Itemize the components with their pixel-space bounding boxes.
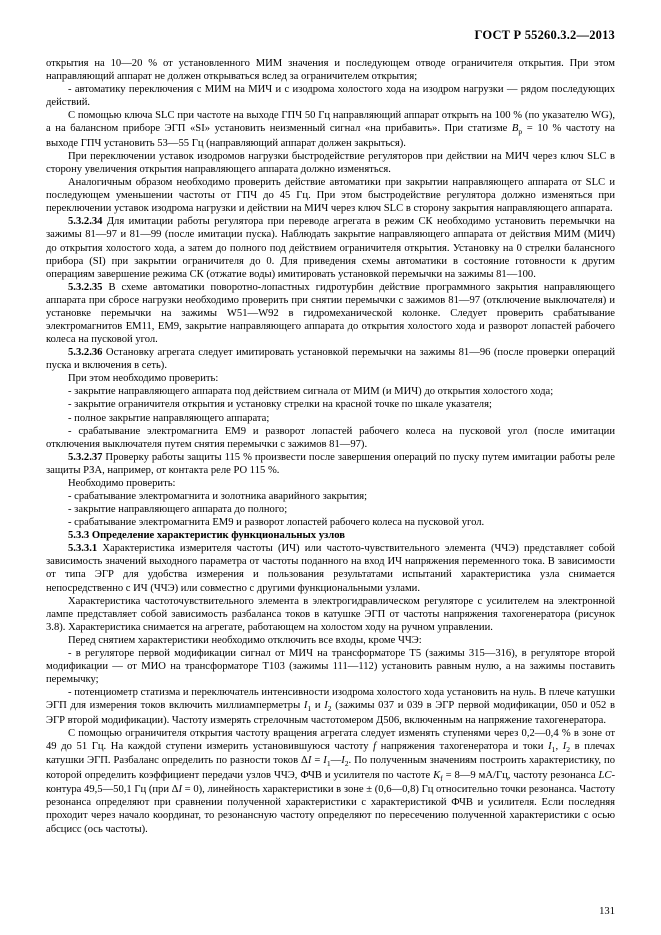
paragraph: С помощью ограничителя открытия частоту вращения агрегата следует изменять ступенями через 0,2—0,4 % в зоне от 49 до 51 Гц. На каждой ступени измерить установившуюся частоту f напряжения тахогенератора и токи $I_1$, $I_2$ в плечах катушки ЭГП. Разбаланс определить по разности токов $\Delta I = I_1—I_2$. По полученным значениям построить характеристику, по которой определить коэффициент передачи узлов ЧЧЭ, ФЧВ и усилителя по частоте $K_f$ = 8—9 мА/Гц, частоту резонанса LC-контура 49,5—50,1 Гц (при ΔI = 0), линейность характеристики в зоне ± (0,6—0,8) Гц относительно точки резонанса. Частоту резонанса определяют при сравнении полученной характеристики с характеристикой ФЧВ и усилителя. Если последняя проходит через начало координат, то резонансную частоту определяют по пересечению полученной характеристики с осью абсцисс (ось частоты). [46, 727, 616, 835]
paragraph: - полное закрытие направляющего аппарата; [68, 412, 270, 424]
paragraph: - закрытие направляющего аппарата под действием сигнала от МИМ (и МИЧ) до открытия холостого хода; [68, 386, 554, 398]
paragraph: - потенциометр статизма и переключатель интенсивности изодрома холостого хода установить на нуль. В плече катушки ЭГП для измерения токов включить миллиамперметры $I_1$ и $I_2$ (зажимы 037 и 039 в ЭГР первой модификации, 050 и 052 в ЭГР второй модификации). Частоту измерять стрелочным частотомером Д506, включенным на напряжение тахогенератора. [46, 687, 615, 726]
page-header: ГОСТ Р 55260.3.2—2013 [474, 28, 615, 42]
paragraph: - автоматику переключения с МИМ на МИЧ и с изодрома холостого хода на изодром нагрузки — рядом последующих действий. [46, 84, 615, 109]
clause-number: 5.3.2.37 [68, 451, 103, 463]
paragraph: - в регуляторе первой модификации сигнал от МИЧ на трансформаторе Т5 (зажимы 315—316), в регуляторе второй модификации — от МИО на трансформаторе Т103 (зажимы 111—112) установить равным нулю, а на зажимы поставить перемычку; [46, 647, 615, 686]
paragraph: - срабатывание электромагнита ЕМ9 и разворот лопастей рабочего колеса на пусковой угол. [68, 517, 485, 529]
paragraph: С помощью ключа SLC при частоте на выходе ГПЧ 50 Гц направляющий аппарат открыть на 100 % (по указателю WG), а на балансном приборе ЭГП «SI» установить неизменный сигнал «на прибавить». При статизме $В_р = 10$ % частоту на выходе ГПЧ установить 53—55 Гц (направляющий аппарат должен закрыться). [46, 110, 615, 149]
paragraph: - срабатывание электромагнита и золотника аварийного закрытия; [68, 490, 368, 502]
clause-paragraph: 5.3.2.34 Для имитации работы регулятора при переводе агрегата в режим СК необходимо установить перемычки на зажимы 81—97 и 81—99 (после имитации пуска). Наблюдать закрытие направляющего аппарата от действия МИМ (МИЧ) до открытия холостого хода, а затем до полного под действием ограничителя открытия. Установку на 0 стрелки балансного прибора (SI) при закрытии ограничителя до 0. Для приведения схемы автоматики в состояние готовности к другим операциям завершение режима СК (отжатие воды) имитировать установкой перемычки на зажимы 81—100. [46, 216, 615, 280]
document-body [46, 57, 615, 836]
paragraph: Характеристика частоточувствительного элемента в электрогидравлическом регуляторе с усилителем на электронной лампе представляет собой зависимость разбаланса токов в катушке ЭГП от частоты напряжения тахогенератора (рисунок 3.8). Характеристика снимается на агрегате, работающем на холостом ходу на ручном управлении. [46, 595, 615, 633]
clause-number: 5.3.2.36 [68, 347, 103, 359]
clause-number: 5.3.3.1 [68, 543, 98, 555]
paragraph: - срабатывание электромагнита ЕМ9 и разворот лопастей рабочего колеса на пусковой угол (после имитации отключения выключателя путем снятия перемычки с зажимов 81—97). [46, 425, 615, 450]
clause-paragraph: 5.3.2.37 Проверку работы защиты 115 % произвести после завершения операций по пуску путем имитации работы реле защиты РЗА, например, от контакта реле РО 115 %. [46, 451, 615, 476]
page-number: 131 [599, 906, 615, 917]
section-heading: 5.3.3 Определение характеристик функциональных узлов [68, 530, 345, 542]
paragraph: - закрытие направляющего аппарата до полного; [68, 504, 288, 516]
paragraph: При этом необходимо проверить: [68, 373, 219, 385]
paragraph: Необходимо проверить: [68, 477, 176, 489]
paragraph: - закрытие ограничителя открытия и установку стрелки на красной точке по шкале указателя; [68, 399, 492, 411]
clause-paragraph: 5.3.2.35 В схеме автоматики поворотно-лопастных гидротурбин действие программного закрытия направляющего аппарата при сбросе нагрузки необходимо проверить при снятии перемычки с зажимов 81—97 (отключение выключателя) и установке перемычки на зажимы W51—W92 в гидромеханической колонке. Следует проверить срабатывание электромагнитов EM11, EM9, закрытие направляющего аппарата до открытия холостого хода и разворот лопастей рабочего колеса на пусковой угол. [46, 281, 615, 346]
clause-number: 5.3.2.34 [68, 216, 103, 228]
clause-paragraph: 5.3.2.36 Остановку агрегата следует имитировать установкой перемычки на зажимы 81—96 (после проверки операций пуска и включения в сеть). [46, 347, 615, 372]
clause-paragraph: 5.3.3.1 Характеристика измерителя частоты (ИЧ) или частото-чувствительного элемента (ЧЧЭ) представляет собой зависимость значений выходного параметра от частоты поданного на вход ИЧ напряжения переменного тока. В зависимости от типа ЭГР для удобства измерения и пользования результатами испытаний характеристика узла снимается непосредственно с ИЧ (ЧЧЭ) или совместно с другими функциональными узлами. [46, 543, 615, 594]
paragraph: открытия на 10—20 % от установленного МИМ значения и последующем отводе ограничителя открытия. При этом направляющий аппарат не должен открываться вслед за ограничителем открытия; [46, 58, 615, 83]
clause-number: 5.3.2.35 [68, 281, 103, 293]
paragraph: При переключении уставок изодромов нагрузки быстродействие регуляторов при действии на МИЧ через ключ SLC в сторону увеличения открытия направляющего аппарата должно изменяться. [46, 150, 615, 176]
paragraph: Аналогичным образом необходимо проверить действие автоматики при закрытии направляющего аппарата от SLC и последующем уменьшении частоты от ГПЧ до 45 Гц. При этом быстродействие регулятора должно изменяться при переключении уставок изодрома нагрузки и действии на МИЧ через ключ SLC в сторону закрытия направляющего аппарата. [46, 177, 615, 215]
paragraph: Перед снятием характеристики необходимо отключить все входы, кроме ЧЧЭ: [68, 634, 422, 646]
